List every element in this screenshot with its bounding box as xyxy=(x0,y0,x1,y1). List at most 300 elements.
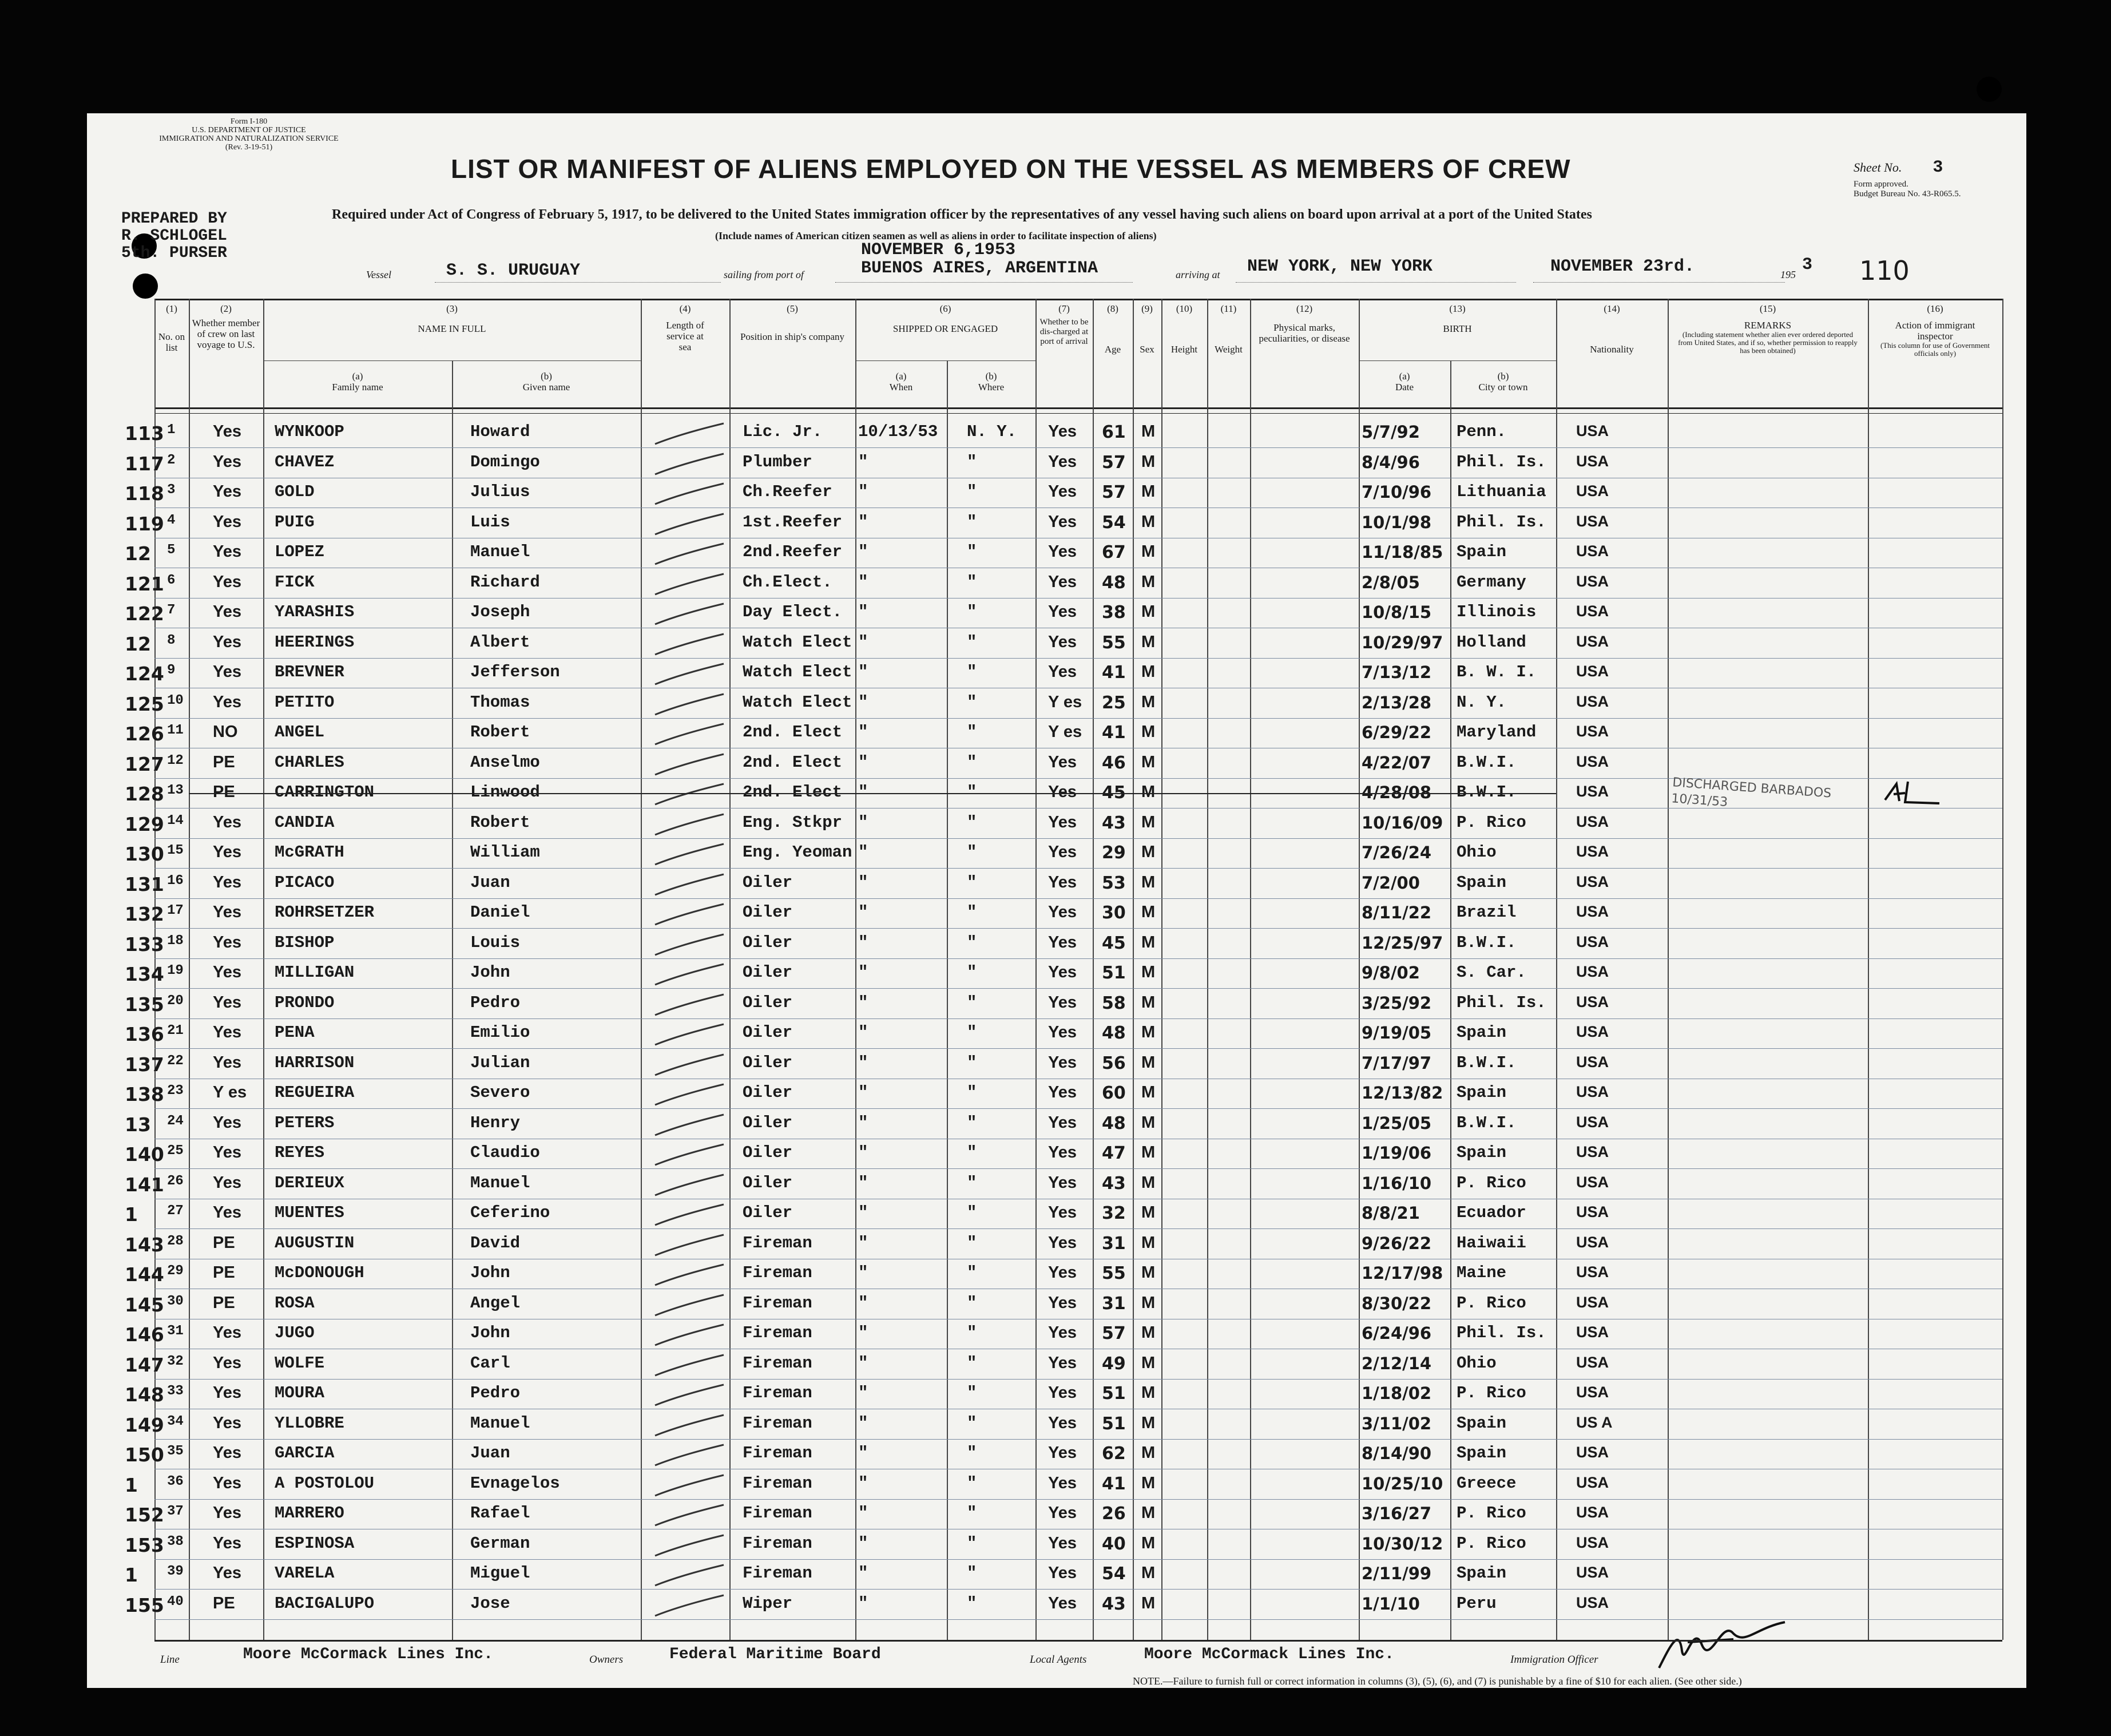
shipped-where-cell: " xyxy=(967,1444,977,1462)
include-note: (Include names of American citizen seamen as well as aliens in order to facilitate inspection of aliens) xyxy=(715,230,1157,241)
sex-cell: M xyxy=(1141,1594,1156,1612)
nationality-cell: USA xyxy=(1576,663,1609,680)
shipped-when-cell: " xyxy=(858,693,868,712)
service-length-mark xyxy=(649,1201,729,1230)
birth-date-cell: 9/8/02 xyxy=(1362,963,1420,982)
shipped-where-cell: " xyxy=(967,1203,977,1222)
sex-cell: M xyxy=(1141,422,1156,441)
list-number: 10 xyxy=(167,693,184,708)
handwritten-sheet-number: 12 xyxy=(125,542,151,565)
shipped-where-cell: N. Y. xyxy=(967,422,1017,441)
col5-header xyxy=(729,303,855,342)
shipped-where-cell: " xyxy=(967,933,977,952)
family-name-cell: McGRATH xyxy=(275,843,344,862)
handwritten-sheet-number: 144 xyxy=(125,1263,164,1286)
birth-date-cell: 4/28/08 xyxy=(1362,783,1432,802)
discharge-cell: Yes xyxy=(1048,1203,1077,1222)
position-cell: Ch.Elect. xyxy=(743,573,832,592)
shipped-where-cell: " xyxy=(967,1354,977,1373)
nationality-cell: USA xyxy=(1576,813,1609,830)
line-value: Moore McCormack Lines Inc. xyxy=(243,1646,493,1663)
service-length-mark xyxy=(649,780,729,809)
position-cell: 2nd. Elect xyxy=(743,783,843,802)
last-voyage-cell: Yes xyxy=(213,1354,241,1372)
last-voyage-cell: Yes xyxy=(213,933,241,952)
birth-place-cell: Germany xyxy=(1457,573,1526,592)
list-number: 36 xyxy=(167,1474,184,1489)
service-length-mark xyxy=(649,1561,729,1590)
last-voyage-cell: Y es xyxy=(213,1083,247,1101)
last-voyage-cell: Yes xyxy=(213,482,241,501)
list-number: 26 xyxy=(167,1174,184,1189)
position-cell: Oiler xyxy=(743,1023,793,1042)
nationality-cell: USA xyxy=(1576,1053,1609,1071)
crew-row xyxy=(0,1143,2111,1171)
last-voyage-cell: Yes xyxy=(213,542,241,561)
crew-row xyxy=(0,482,2111,510)
birth-date-cell: 8/14/90 xyxy=(1362,1444,1432,1463)
position-cell: Fireman xyxy=(743,1564,812,1583)
age-cell: 60 xyxy=(1102,1083,1126,1103)
position-cell: Oiler xyxy=(743,1203,793,1222)
discharge-cell: Yes xyxy=(1048,1564,1077,1582)
service-length-mark xyxy=(649,991,729,1020)
shipped-where-cell: " xyxy=(967,873,977,892)
shipped-when-cell: " xyxy=(858,1083,868,1102)
list-number: 19 xyxy=(167,963,184,978)
nationality-cell: USA xyxy=(1576,723,1609,740)
position-cell: Fireman xyxy=(743,1294,812,1313)
given-name-cell: Ceferino xyxy=(470,1203,550,1222)
family-name-cell: McDONOUGH xyxy=(275,1263,364,1282)
given-name-cell: German xyxy=(470,1534,530,1553)
birth-place-cell: Phil. Is. xyxy=(1457,513,1546,532)
sex-cell: M xyxy=(1141,1414,1156,1432)
punch-hole xyxy=(1977,77,2002,102)
shipped-where-cell: " xyxy=(967,1474,977,1493)
shipped-where-cell: " xyxy=(967,903,977,922)
position-cell: Wiper xyxy=(743,1594,793,1613)
col-label: Nationality xyxy=(1590,344,1634,355)
handwritten-sheet-number: 1 xyxy=(125,1564,138,1586)
sex-cell: M xyxy=(1141,1384,1156,1402)
age-cell: 48 xyxy=(1102,1023,1126,1043)
col-label: BIRTH xyxy=(1443,323,1472,334)
last-voyage-cell: Yes xyxy=(213,1023,241,1041)
shipped-when-cell: " xyxy=(858,603,868,621)
discharge-cell: Yes xyxy=(1048,513,1077,531)
sex-cell: M xyxy=(1141,813,1156,831)
crew-row xyxy=(0,963,2111,990)
shipped-where-cell: " xyxy=(967,1414,977,1433)
crew-row xyxy=(0,663,2111,690)
shipped-when-cell: " xyxy=(858,783,868,802)
nationality-cell: USA xyxy=(1576,843,1609,860)
owners-label: Owners xyxy=(589,1654,624,1666)
age-cell: 48 xyxy=(1102,1113,1126,1133)
nationality-cell: USA xyxy=(1576,1564,1609,1581)
col16-header xyxy=(1868,303,2002,358)
nationality-cell: USA xyxy=(1576,1354,1609,1371)
crew-row xyxy=(0,753,2111,780)
last-voyage-cell: Yes xyxy=(213,453,241,471)
sex-cell: M xyxy=(1141,1023,1156,1041)
sailing-label: sailing from port of xyxy=(724,269,804,280)
service-length-mark xyxy=(649,691,729,719)
sex-cell: M xyxy=(1141,663,1156,681)
position-cell: Fireman xyxy=(743,1504,812,1523)
nationality-cell: USA xyxy=(1576,1143,1609,1160)
requirement-text: Required under Act of Congress of February 5, 1917, to be delivered to the United States immigration officer by the representatives of any vessel having such aliens on board upon arrival at a port of the United States xyxy=(332,207,1592,222)
discharge-cell: Yes xyxy=(1048,1384,1077,1402)
budget-bureau: Budget Bureau No. 43-R065.5. xyxy=(1854,189,1961,199)
last-voyage-cell: Yes xyxy=(213,813,241,831)
department: U.S. DEPARTMENT OF JUSTICE xyxy=(192,126,306,134)
given-name-cell: Manuel xyxy=(470,1414,530,1433)
position-cell: Fireman xyxy=(743,1534,812,1553)
position-cell: Oiler xyxy=(743,1053,793,1072)
service-length-mark xyxy=(649,1321,729,1350)
family-name-cell: ANGEL xyxy=(275,723,325,742)
position-cell: Lic. Jr. xyxy=(743,422,823,441)
shipped-when-cell: " xyxy=(858,1023,868,1042)
birth-date-cell: 3/16/27 xyxy=(1362,1504,1432,1523)
crew-row xyxy=(0,542,2111,570)
nationality-cell: USA xyxy=(1576,1474,1609,1491)
family-name-cell: LOPEZ xyxy=(275,542,325,561)
strikethrough-line xyxy=(189,793,1556,794)
birth-place-cell: P. Rico xyxy=(1457,1534,1526,1553)
shipped-when-cell: " xyxy=(858,993,868,1012)
position-cell: Plumber xyxy=(743,453,812,471)
shipped-where-cell: " xyxy=(967,1143,977,1162)
col-number: (15) xyxy=(1759,303,1776,314)
handwritten-sheet-number: 152 xyxy=(125,1504,164,1526)
shipped-where-cell: " xyxy=(967,1534,977,1553)
birth-place-cell: B.W.I. xyxy=(1457,933,1517,952)
birth-date-cell: 2/13/28 xyxy=(1362,693,1432,712)
position-cell: Watch Elect xyxy=(743,633,852,652)
sex-cell: M xyxy=(1141,1234,1156,1252)
birth-place-cell: B. W. I. xyxy=(1457,663,1537,681)
birth-date-cell: 8/11/22 xyxy=(1362,903,1432,922)
shipped-where-cell: " xyxy=(967,963,977,982)
col3b-header xyxy=(452,371,641,393)
shipped-when-cell: " xyxy=(858,723,868,742)
nationality-cell: US A xyxy=(1576,1414,1613,1431)
service-length-mark xyxy=(649,510,729,539)
shipped-when-cell: " xyxy=(858,843,868,862)
list-number: 35 xyxy=(167,1444,184,1459)
family-name-cell: BISHOP xyxy=(275,933,335,952)
given-name-cell: Jefferson xyxy=(470,663,560,681)
given-name-cell: Robert xyxy=(470,813,530,832)
list-number: 34 xyxy=(167,1414,184,1429)
discharge-cell: Yes xyxy=(1048,873,1077,891)
family-name-cell: VARELA xyxy=(275,1564,335,1583)
col14-header xyxy=(1556,303,1668,355)
family-name-cell: CARRINGTON xyxy=(275,783,375,802)
given-name-cell: Howard xyxy=(470,422,530,441)
birth-place-cell: Haiwaii xyxy=(1457,1234,1526,1253)
birth-date-cell: 6/29/22 xyxy=(1362,723,1432,742)
shipped-when-cell: " xyxy=(858,1504,868,1523)
col-label: Height xyxy=(1170,344,1198,355)
shipped-when-cell: " xyxy=(858,1143,868,1162)
service-length-mark xyxy=(649,1021,729,1049)
col-label: Action of immigrant inspector xyxy=(1895,320,1975,342)
sex-cell: M xyxy=(1141,783,1156,801)
birth-date-cell: 10/25/10 xyxy=(1362,1474,1443,1493)
birth-place-cell: Lithuania xyxy=(1457,482,1546,501)
sex-cell: M xyxy=(1141,1203,1156,1222)
age-cell: 56 xyxy=(1102,1053,1126,1073)
last-voyage-cell: PE xyxy=(213,1234,235,1252)
crew-row xyxy=(0,633,2111,660)
family-name-cell: ROHRSETZER xyxy=(275,903,375,922)
birth-place-cell: N. Y. xyxy=(1457,693,1507,712)
position-cell: Fireman xyxy=(743,1354,812,1373)
shipped-when-cell: " xyxy=(858,1474,868,1493)
list-number: 5 xyxy=(167,542,176,558)
crew-row xyxy=(0,1534,2111,1561)
list-number: 32 xyxy=(167,1354,184,1369)
family-name-cell: REYES xyxy=(275,1143,325,1162)
discharge-cell: Yes xyxy=(1048,843,1077,861)
birth-place-cell: P. Rico xyxy=(1457,813,1526,832)
given-name-cell: Henry xyxy=(470,1113,521,1132)
service-length-mark xyxy=(649,841,729,869)
discharge-cell: Yes xyxy=(1048,1083,1077,1101)
position-cell: 2nd. Elect xyxy=(743,753,843,772)
birth-place-cell: Spain xyxy=(1457,873,1507,892)
birth-date-cell: 10/30/12 xyxy=(1362,1534,1443,1553)
position-cell: Oiler xyxy=(743,993,793,1012)
handwritten-sheet-number: 130 xyxy=(125,843,164,865)
crew-row xyxy=(0,1294,2111,1321)
col-number: (5) xyxy=(787,303,798,314)
crew-row xyxy=(0,1113,2111,1141)
service-length-mark xyxy=(649,1351,729,1380)
col11-header xyxy=(1207,303,1250,355)
sheet-value: 3 xyxy=(1933,158,1943,177)
nationality-cell: USA xyxy=(1576,513,1609,530)
list-number: 39 xyxy=(167,1564,184,1579)
form-approved: Form approved. xyxy=(1854,180,1908,189)
sex-cell: M xyxy=(1141,933,1156,952)
age-cell: 41 xyxy=(1102,723,1126,743)
birth-place-cell: Spain xyxy=(1457,1414,1507,1433)
shipped-when-cell: " xyxy=(858,1534,868,1553)
birth-date-cell: 3/25/92 xyxy=(1362,993,1432,1013)
handwritten-sheet-number: 121 xyxy=(125,573,164,595)
nationality-cell: USA xyxy=(1576,783,1609,800)
age-cell: 58 xyxy=(1102,993,1126,1013)
handwritten-sheet-number: 148 xyxy=(125,1384,164,1406)
col2-header xyxy=(189,303,263,350)
col15-header xyxy=(1668,303,1868,355)
list-number: 22 xyxy=(167,1053,184,1069)
list-number: 14 xyxy=(167,813,184,829)
col-number: (12) xyxy=(1296,303,1313,314)
col-sub-number: (a) xyxy=(1399,371,1410,382)
shipped-where-cell: " xyxy=(967,1263,977,1282)
family-name-cell: PICACO xyxy=(275,873,335,892)
family-name-cell: DERIEUX xyxy=(275,1174,344,1192)
age-cell: 25 xyxy=(1102,693,1126,713)
col-number: (14) xyxy=(1604,303,1620,314)
birth-place-cell: B.W.I. xyxy=(1457,753,1517,772)
col-number: (9) xyxy=(1141,303,1153,314)
birth-place-cell: Phil. Is. xyxy=(1457,993,1546,1012)
handwritten-sheet-number: 143 xyxy=(125,1234,164,1256)
given-name-cell: William xyxy=(470,843,540,862)
service-length-mark xyxy=(649,751,729,779)
nationality-cell: USA xyxy=(1576,603,1609,620)
position-cell: Oiler xyxy=(743,1083,793,1102)
shipped-when-cell: " xyxy=(858,873,868,892)
family-name-cell: JUGO xyxy=(275,1323,315,1342)
birth-date-cell: 2/8/05 xyxy=(1362,573,1420,592)
list-number: 28 xyxy=(167,1234,184,1249)
shipped-where-cell: " xyxy=(967,1594,977,1613)
list-number: 37 xyxy=(167,1504,184,1519)
given-name-cell: John xyxy=(470,1323,510,1342)
shipped-where-cell: " xyxy=(967,1384,977,1402)
shipped-when-cell: " xyxy=(858,1053,868,1072)
birth-place-cell: B.W.I. xyxy=(1457,1053,1517,1072)
last-voyage-cell: Yes xyxy=(213,1504,241,1522)
sex-cell: M xyxy=(1141,1354,1156,1372)
col-label: Length of service at sea xyxy=(666,320,704,352)
given-name-cell: David xyxy=(470,1234,521,1253)
discharge-cell: Yes xyxy=(1048,453,1077,471)
col-sub-label: Given name xyxy=(522,382,570,393)
discharge-cell: Yes xyxy=(1048,753,1077,771)
discharge-cell: Yes xyxy=(1048,422,1077,441)
sailing-port: BUENOS AIRES, ARGENTINA xyxy=(861,259,1098,278)
birth-place-cell: S. Car. xyxy=(1457,963,1526,982)
revision: (Rev. 3-19-51) xyxy=(225,143,273,152)
given-name-cell: Rafael xyxy=(470,1504,530,1523)
age-cell: 57 xyxy=(1102,453,1126,473)
col1-header xyxy=(154,303,189,353)
given-name-cell: Severo xyxy=(470,1083,530,1102)
age-cell: 57 xyxy=(1102,1323,1126,1343)
crew-row xyxy=(0,1263,2111,1291)
age-cell: 43 xyxy=(1102,1594,1126,1614)
family-name-cell: CHAVEZ xyxy=(275,453,335,471)
family-name-cell: REGUEIRA xyxy=(275,1083,355,1102)
list-number: 23 xyxy=(167,1083,184,1099)
handwritten-sheet-number: 155 xyxy=(125,1594,164,1616)
col-number: (2) xyxy=(220,303,232,314)
shipped-where-cell: " xyxy=(967,993,977,1012)
col-sub-label: When xyxy=(889,382,913,393)
discharge-cell: Yes xyxy=(1048,1174,1077,1192)
service-length-mark xyxy=(649,631,729,659)
last-voyage-cell: Yes xyxy=(213,1384,241,1402)
list-number: 7 xyxy=(167,603,176,618)
officer-signature xyxy=(1648,1611,1796,1676)
col-sub-label: Date xyxy=(1395,382,1414,393)
birth-place-cell: Phil. Is. xyxy=(1457,453,1546,471)
nationality-cell: USA xyxy=(1576,1534,1609,1551)
list-number: 3 xyxy=(167,482,176,498)
age-cell: 38 xyxy=(1102,603,1126,623)
last-voyage-cell: Yes xyxy=(213,873,241,891)
service-length-mark xyxy=(649,660,729,689)
shipped-when-cell: " xyxy=(858,1444,868,1462)
handwritten-sheet-number: 117 xyxy=(125,453,164,475)
birth-date-cell: 1/18/02 xyxy=(1362,1384,1432,1403)
age-cell: 41 xyxy=(1102,663,1126,683)
sex-cell: M xyxy=(1141,513,1156,531)
shipped-where-cell: " xyxy=(967,1504,977,1523)
discharge-cell: Y es xyxy=(1048,693,1082,711)
sex-cell: M xyxy=(1141,1474,1156,1492)
col-number: (10) xyxy=(1176,303,1193,314)
arriving-label: arriving at xyxy=(1176,269,1220,280)
service-length-mark xyxy=(649,931,729,960)
service-length-mark xyxy=(649,1532,729,1560)
nationality-cell: USA xyxy=(1576,482,1609,500)
birth-date-cell: 2/11/99 xyxy=(1362,1564,1432,1583)
last-voyage-cell: PE xyxy=(213,1263,235,1282)
service-length-mark xyxy=(649,480,729,509)
shipped-when-cell: " xyxy=(858,633,868,652)
given-name-cell: John xyxy=(470,1263,510,1282)
shipped-when-cell: " xyxy=(858,933,868,952)
shipped-when-cell: " xyxy=(858,573,868,592)
col-sub-label: City or town xyxy=(1478,382,1528,393)
position-cell: Watch Elect xyxy=(743,663,852,681)
shipped-when-cell: " xyxy=(858,1234,868,1253)
last-voyage-cell: Yes xyxy=(213,663,241,681)
age-cell: 31 xyxy=(1102,1234,1126,1254)
birth-date-cell: 8/8/21 xyxy=(1362,1203,1420,1223)
birth-place-cell: Maine xyxy=(1457,1263,1507,1282)
sex-cell: M xyxy=(1141,482,1156,501)
position-cell: Ch.Reefer xyxy=(743,482,832,501)
handwritten-sheet-number: 1 xyxy=(125,1203,138,1226)
sex-cell: M xyxy=(1141,723,1156,741)
shipped-where-cell: " xyxy=(967,1083,977,1102)
shipped-where-cell: " xyxy=(967,482,977,501)
shipped-when-cell: " xyxy=(858,753,868,772)
preparer-name: R. SCHLOGEL xyxy=(121,227,227,245)
shipped-when-cell: " xyxy=(858,453,868,471)
age-cell: 29 xyxy=(1102,843,1126,863)
position-cell: Watch Elect xyxy=(743,693,852,712)
last-voyage-cell: Yes xyxy=(213,1113,241,1132)
birth-date-cell: 1/16/10 xyxy=(1362,1174,1432,1193)
last-voyage-cell: PE xyxy=(213,783,235,801)
handwritten-sheet-number: 133 xyxy=(125,933,164,956)
handwritten-sheet-number: 13 xyxy=(125,1113,151,1136)
family-name-cell: PRONDO xyxy=(275,993,335,1012)
sex-cell: M xyxy=(1141,1294,1156,1312)
position-cell: Oiler xyxy=(743,1143,793,1162)
last-voyage-cell: Yes xyxy=(213,1564,241,1582)
discharge-cell: Yes xyxy=(1048,783,1077,801)
position-cell: Fireman xyxy=(743,1263,812,1282)
prepared-by-label: PREPARED BY xyxy=(121,210,227,228)
discharge-cell: Yes xyxy=(1048,813,1077,831)
crew-row xyxy=(0,993,2111,1021)
shipped-where-cell: " xyxy=(967,573,977,592)
sex-cell: M xyxy=(1141,993,1156,1012)
